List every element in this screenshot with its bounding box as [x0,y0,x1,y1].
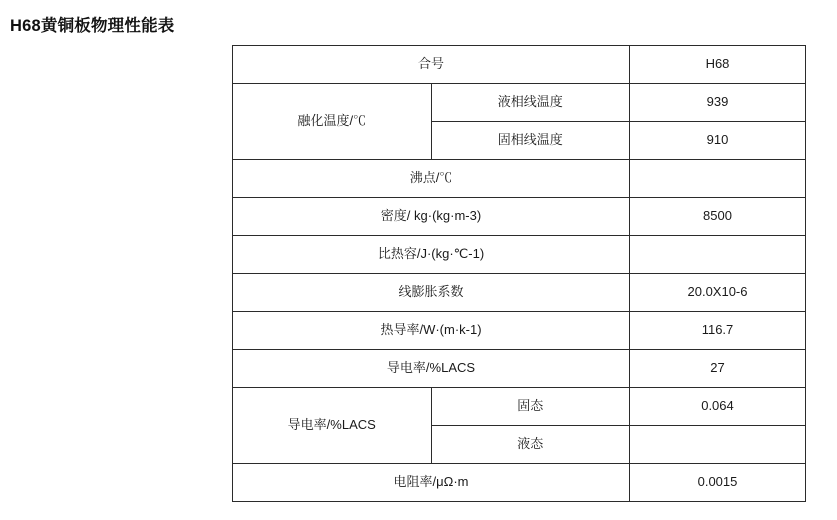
table-row [233,160,806,198]
row-label: 合号 [233,46,630,84]
row-value: 910 [630,122,806,160]
row-value: 0.0015 [630,464,806,502]
spec-table [232,45,806,502]
table-row [233,198,806,236]
row-label: 热导率/W·(m·k-1) [233,312,630,350]
row-value: 0.064 [630,388,806,426]
row-sublabel: 固相线温度 [431,122,630,160]
row-sublabel: 液相线温度 [431,84,630,122]
row-label: 比热容/J·(kg·℃-1) [233,236,630,274]
row-label: 导电率/%LACS [233,350,630,388]
row-value: 116.7 [630,312,806,350]
row-value: 27 [630,350,806,388]
row-value [630,426,806,464]
table-row [233,84,806,122]
row-label: 密度/ kg·(kg·m-3) [233,198,630,236]
row-value: 20.0X10-6 [630,274,806,312]
row-value: 8500 [630,198,806,236]
row-label: 电阻率/μΩ·m [233,464,630,502]
row-value [630,160,806,198]
table-row [233,464,806,502]
row-label: 导电率/%LACS [233,388,432,464]
row-label: 沸点/℃ [233,160,630,198]
row-value: H68 [630,46,806,84]
spec-table-container [232,45,803,502]
row-sublabel: 固态 [431,388,630,426]
page-title: H68黄铜板物理性能表 [10,17,175,35]
table-row [233,350,806,388]
table-row [233,46,806,84]
row-label: 线膨胀系数 [233,274,630,312]
table-row [233,236,806,274]
row-value: 939 [630,84,806,122]
row-value [630,236,806,274]
table-row [233,274,806,312]
row-label: 融化温度/℃ [233,84,432,160]
row-sublabel: 液态 [431,426,630,464]
table-row [233,312,806,350]
table-row [233,388,806,426]
